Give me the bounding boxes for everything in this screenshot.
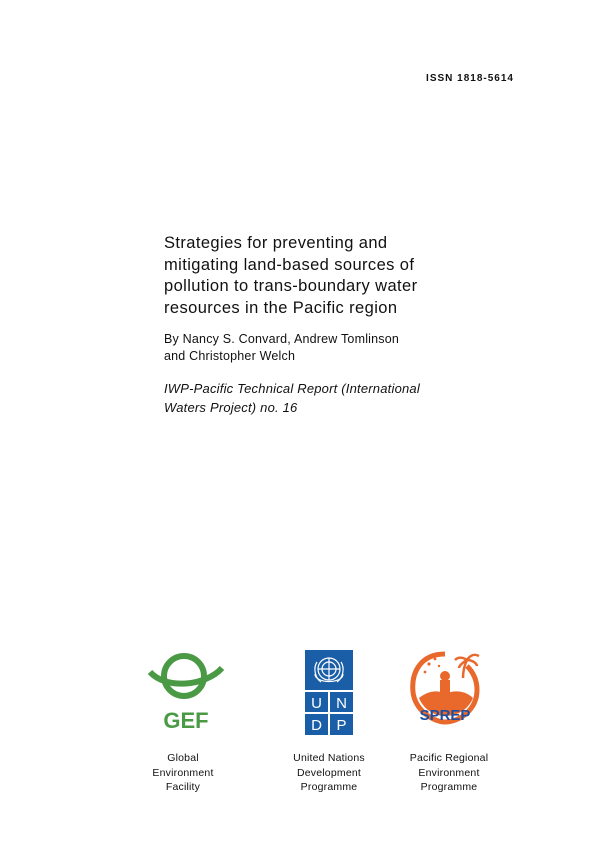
gef-globe-icon: [150, 656, 222, 696]
title-line: pollution to trans-boundary water: [164, 277, 418, 295]
sprep-caption: [394, 751, 504, 795]
undp-letter-u: U: [311, 695, 322, 712]
author-line: By Nancy S. Convard, Andrew Tomlinson: [164, 332, 400, 346]
caption-line: Programme: [420, 781, 478, 793]
series-line: Waters Project) no. 16: [164, 400, 298, 415]
undp-logo: [305, 650, 353, 735]
undp-letter-n: N: [336, 695, 347, 712]
author-line: and Christopher Welch: [164, 349, 296, 363]
sprep-logo: [409, 650, 481, 730]
caption-line: Environment: [418, 766, 480, 779]
report-title: [164, 233, 464, 319]
title-line: mitigating land-based sources of: [164, 255, 415, 274]
gef-caption: [128, 751, 238, 795]
undp-letter-d: D: [311, 717, 322, 734]
title-line: resources in the Pacific region: [164, 298, 398, 317]
caption-line: Programme: [300, 781, 358, 793]
sprep-logo-text: SPREP: [419, 707, 471, 724]
caption-line: Pacific Regional: [409, 752, 489, 764]
caption-line: Facility: [165, 781, 201, 793]
undp-letter-p: P: [336, 717, 347, 734]
gef-logo: [148, 650, 226, 732]
caption-line: Global: [167, 752, 199, 764]
series-line: IWP-Pacific Technical Report (International: [164, 381, 420, 396]
caption-line: Environment: [152, 766, 214, 779]
authors: [164, 331, 464, 365]
caption-line: United Nations: [293, 752, 365, 764]
report-series: [164, 379, 464, 417]
issn-number: ISSN 1818-5614: [426, 73, 514, 84]
gef-logo-text: GEF: [163, 708, 209, 732]
title-line: Strategies for preventing and: [164, 234, 388, 252]
caption-line: Development: [296, 766, 362, 779]
undp-caption: [274, 751, 384, 795]
